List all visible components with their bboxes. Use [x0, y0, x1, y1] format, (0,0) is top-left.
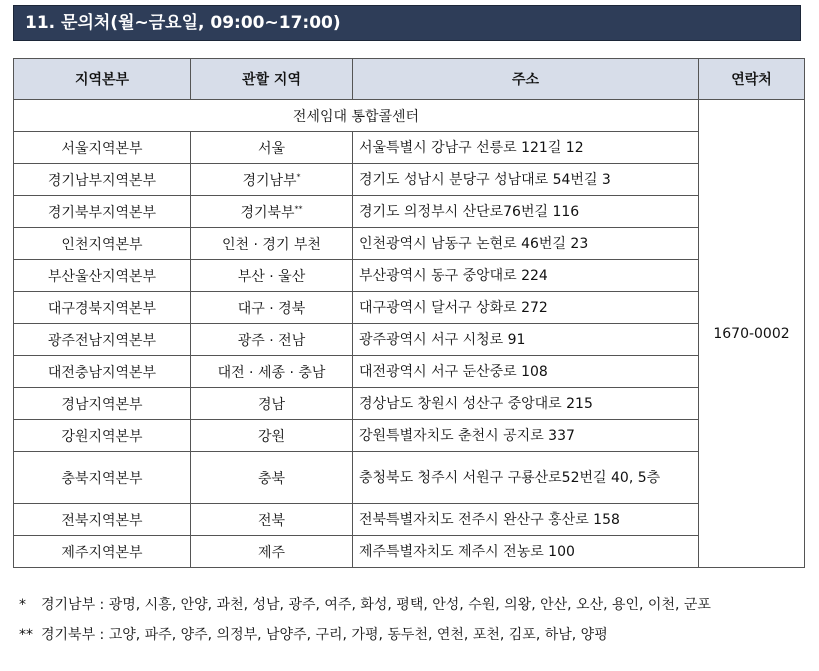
jurisdiction-label: 대전 · 세종 · 충남 — [217, 364, 326, 381]
jurisdiction-cell — [191, 388, 353, 420]
region-hq-cell: 제주지역본부 — [14, 536, 191, 568]
address-cell: 인천광역시 남동구 논현로 46번길 23 — [353, 228, 699, 260]
jurisdiction-label: 인천 · 경기 부천 — [222, 236, 321, 253]
jurisdiction-cell — [191, 228, 353, 260]
footnote-gyeonggi-south — [19, 594, 711, 624]
jurisdiction-cell — [191, 164, 353, 196]
footnote-text: 경기남부 : 광명, 시흥, 안양, 과천, 성남, 광주, 여주, 화성, 평택, 안성, 수원, 의왕, 안산, 오산, 용인, 이천, 군포 — [41, 597, 711, 613]
table-row — [14, 536, 805, 568]
header-contact: 연락처 — [699, 59, 805, 100]
jurisdiction-label: 경기북부 — [240, 204, 295, 221]
region-hq-cell: 경기북부지역본부 — [14, 196, 191, 228]
jurisdiction-cell — [191, 260, 353, 292]
address-cell: 경상남도 창원시 성산구 중앙대로 215 — [353, 388, 699, 420]
contact-table — [13, 58, 805, 568]
address-cell: 부산광역시 동구 중앙대로 224 — [353, 260, 699, 292]
jurisdiction-cell — [191, 356, 353, 388]
footnote-marker: ** — [19, 627, 33, 643]
table-row — [14, 164, 805, 196]
address-cell: 제주특별자치도 제주시 전농로 100 — [353, 536, 699, 568]
footnote-gyeonggi-north — [19, 624, 711, 654]
region-hq-cell: 대전충남지역본부 — [14, 356, 191, 388]
table-row — [14, 196, 805, 228]
call-center-row — [14, 100, 805, 132]
address-cell: 대구광역시 달서구 상화로 272 — [353, 292, 699, 324]
table-row — [14, 452, 805, 504]
table-body — [14, 100, 805, 568]
header-jurisdiction: 관할 지역 — [191, 59, 353, 100]
jurisdiction-label: 서울 — [257, 140, 286, 157]
region-hq-cell: 부산울산지역본부 — [14, 260, 191, 292]
jurisdiction-cell — [191, 324, 353, 356]
address-cell: 충청북도 청주시 서원구 구룡산로52번길 40, 5층 — [353, 452, 699, 504]
jurisdiction-label: 경기남부 — [242, 172, 297, 189]
table-row — [14, 420, 805, 452]
jurisdiction-label: 강원 — [257, 428, 286, 445]
address-cell: 서울특별시 강남구 선릉로 121길 12 — [353, 132, 699, 164]
footnote-mark: ** — [294, 203, 303, 213]
call-center-name: 전세임대 통합콜센터 — [14, 100, 699, 132]
table-row — [14, 132, 805, 164]
footnotes — [19, 594, 711, 654]
address-cell: 전북특별자치도 전주시 완산구 홍산로 158 — [353, 504, 699, 536]
table-row — [14, 356, 805, 388]
jurisdiction-cell — [191, 452, 353, 504]
address-cell: 대전광역시 서구 둔산중로 108 — [353, 356, 699, 388]
header-region-hq: 지역본부 — [14, 59, 191, 100]
table-row — [14, 324, 805, 356]
table-row — [14, 504, 805, 536]
region-hq-cell: 강원지역본부 — [14, 420, 191, 452]
header-address: 주소 — [353, 59, 699, 100]
jurisdiction-label: 부산 · 울산 — [237, 268, 306, 285]
contact-phone: 1670-0002 — [699, 100, 805, 568]
region-hq-cell: 전북지역본부 — [14, 504, 191, 536]
jurisdiction-cell — [191, 536, 353, 568]
jurisdiction-cell — [191, 420, 353, 452]
table-row — [14, 260, 805, 292]
section-title: 11. 문의처(월~금요일, 09:00~17:00) — [13, 5, 801, 41]
address-cell: 광주광역시 서구 시청로 91 — [353, 324, 699, 356]
region-hq-cell: 광주전남지역본부 — [14, 324, 191, 356]
address-cell: 경기도 성남시 분당구 성남대로 54번길 3 — [353, 164, 699, 196]
jurisdiction-cell — [191, 292, 353, 324]
region-hq-cell: 인천지역본부 — [14, 228, 191, 260]
region-hq-cell: 충북지역본부 — [14, 452, 191, 504]
jurisdiction-label: 경남 — [257, 396, 286, 413]
jurisdiction-label: 대구 · 경북 — [237, 300, 306, 317]
footnote-text: 경기북부 : 고양, 파주, 양주, 의정부, 남양주, 구리, 가평, 동두천, 연천, 포천, 김포, 하남, 양평 — [41, 627, 608, 643]
table-header-row — [14, 59, 805, 100]
region-hq-cell: 경기남부지역본부 — [14, 164, 191, 196]
jurisdiction-label: 전북 — [257, 512, 286, 529]
jurisdiction-label: 제주 — [257, 544, 286, 561]
jurisdiction-cell — [191, 504, 353, 536]
jurisdiction-cell — [191, 196, 353, 228]
footnote-mark: * — [296, 171, 301, 181]
jurisdiction-label: 충북 — [257, 470, 286, 487]
address-cell: 경기도 의정부시 산단로76번길 116 — [353, 196, 699, 228]
region-hq-cell: 경남지역본부 — [14, 388, 191, 420]
table-row — [14, 292, 805, 324]
table-row — [14, 228, 805, 260]
table-row — [14, 388, 805, 420]
footnote-marker: * — [19, 597, 26, 613]
region-hq-cell: 서울지역본부 — [14, 132, 191, 164]
jurisdiction-label: 광주 · 전남 — [237, 332, 306, 349]
jurisdiction-cell — [191, 132, 353, 164]
address-cell: 강원특별자치도 춘천시 공지로 337 — [353, 420, 699, 452]
region-hq-cell: 대구경북지역본부 — [14, 292, 191, 324]
